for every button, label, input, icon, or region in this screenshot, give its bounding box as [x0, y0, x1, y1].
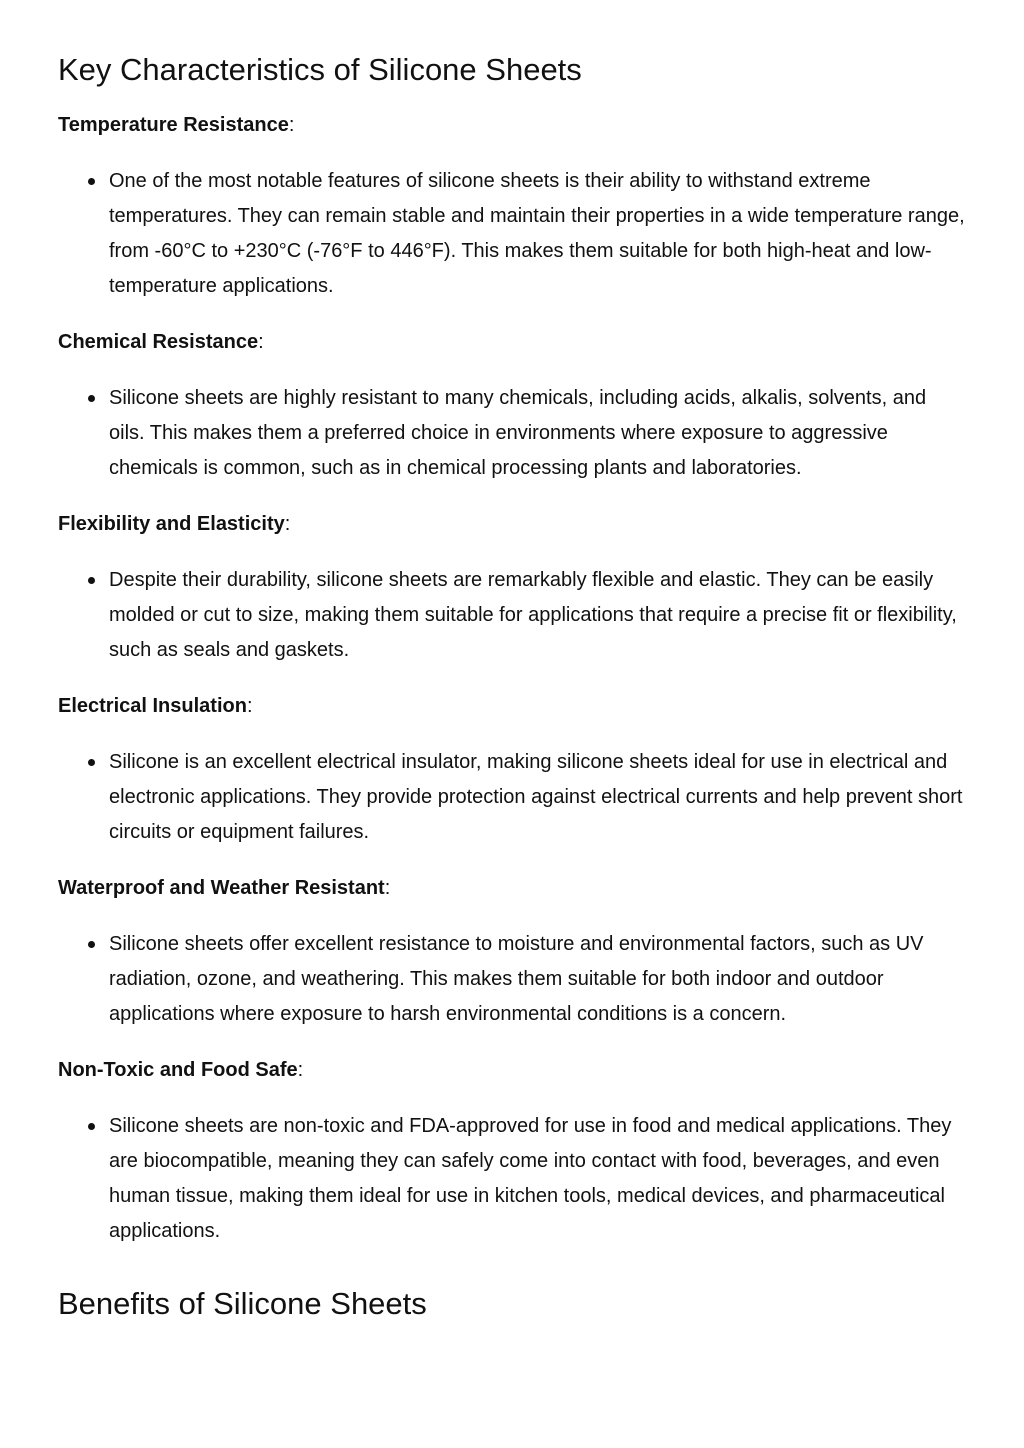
section-colon: :: [246, 695, 253, 717]
section-colon: :: [297, 1059, 304, 1081]
section-heading-temperature-resistance: [58, 108, 966, 143]
section-title: Non-Toxic and Food Safe: [58, 1059, 298, 1081]
bullet-list: [58, 1109, 966, 1249]
list-item: Despite their durability, silicone sheets are remarkably flexible and elastic. They can be easily molded or cut to size, making them suitable for applications that require a precise fit or flexibility, such as seals and gaskets.: [109, 563, 966, 668]
section-colon: :: [284, 513, 291, 535]
section-heading-flexibility-elasticity: [58, 507, 966, 542]
bullet-list: [58, 164, 966, 304]
list-item: Silicone sheets are non-toxic and FDA-approved for use in food and medical applications. They are biocompatible, meaning they can safely come into contact with food, beverages, and even human tissue, making them ideal for use in kitchen tools, medical devices, and pharmaceutical applications.: [109, 1109, 966, 1249]
list-item: Silicone sheets are highly resistant to many chemicals, including acids, alkalis, solvents, and oils. This makes them a preferred choice in environments where exposure to aggressive chemicals is common, such as in chemical processing plants and laboratories.: [109, 381, 966, 486]
section-title: Chemical Resistance: [58, 331, 259, 353]
section-heading-non-toxic-food-safe: [58, 1053, 966, 1088]
section-colon: :: [384, 877, 391, 899]
page-title: Key Characteristics of Silicone Sheets: [58, 52, 582, 87]
bullet-list: [58, 563, 966, 668]
section-heading-waterproof-weather: [58, 871, 966, 906]
section-title: Flexibility and Elasticity: [58, 513, 285, 535]
bullet-list: [58, 745, 966, 850]
section-heading-electrical-insulation: [58, 689, 966, 724]
section-title: Electrical Insulation: [58, 695, 247, 717]
bullet-list: [58, 381, 966, 486]
section-title-benefits: Benefits of Silicone Sheets: [58, 1286, 427, 1321]
section-heading-chemical-resistance: [58, 325, 966, 360]
section-title: Waterproof and Weather Resistant: [58, 877, 385, 899]
section-title: Temperature Resistance: [58, 114, 289, 136]
bullet-list: [58, 927, 966, 1032]
list-item: One of the most notable features of silicone sheets is their ability to withstand extreme temperatures. They can remain stable and maintain their properties in a wide temperature range, from -60°C to +230°C (-76°F to 446°F). This makes them suitable for both high-heat and low-temperature applications.: [109, 164, 966, 304]
section-colon: :: [258, 331, 264, 353]
list-item: Silicone sheets offer excellent resistance to moisture and environmental factors, such as UV radiation, ozone, and weathering. This makes them suitable for both indoor and outdoor applications where exposure to harsh environmental conditions is a concern.: [109, 927, 966, 1032]
section-colon: :: [288, 114, 295, 136]
list-item: Silicone is an excellent electrical insulator, making silicone sheets ideal for use in electrical and electronic applications. They provide protection against electrical currents and help prevent short circuits or equipment failures.: [109, 745, 966, 850]
